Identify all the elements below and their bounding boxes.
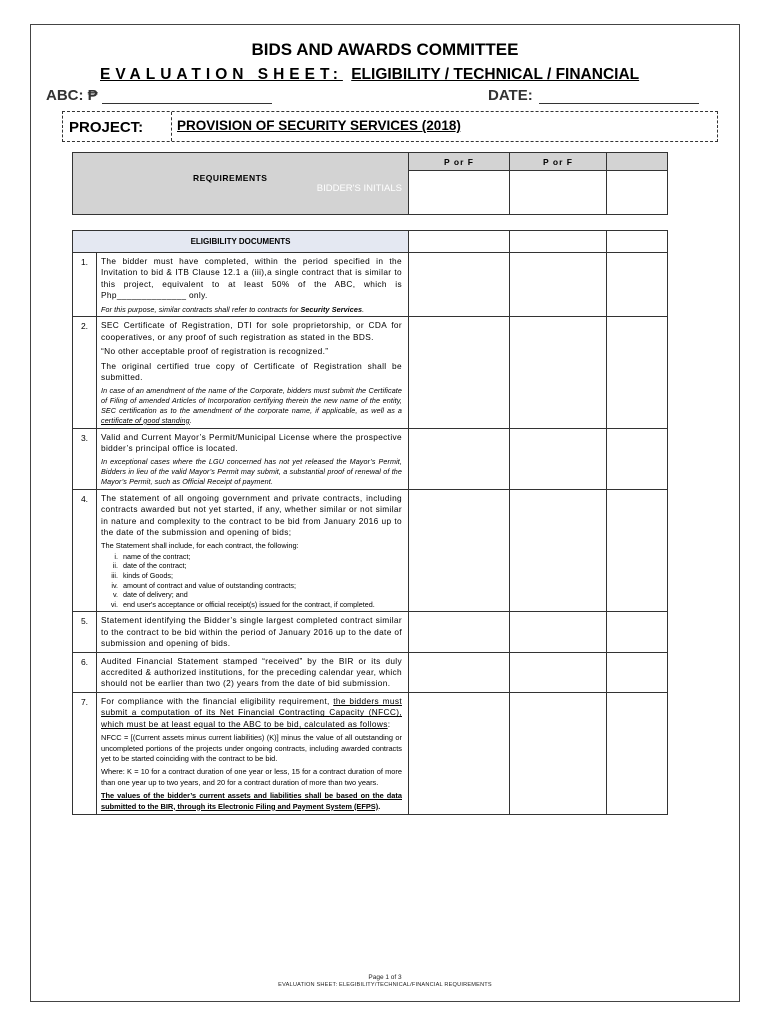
item-1-text: The bidder must have completed, within the period specified in the Invitation to bid & ITB Clause 12.1 a (iii),a single contract that is similar to this project, equivalent to at least 50% of the ABC, which is Php______________ only. (101, 256, 402, 301)
subtitle-evaluation-sheet: EVALUATION SHEET: (100, 66, 343, 83)
list-item: iv. amount of contract and value of outstanding contracts; (111, 580, 297, 590)
list-item: iii. kinds of Goods; (111, 571, 173, 581)
pf-cell[interactable] (510, 692, 607, 814)
pf-cell[interactable] (510, 428, 607, 489)
eligibility-table (72, 230, 668, 815)
list-item: v. date of delivery; and (112, 590, 188, 600)
item-2-text: SEC Certificate of Registration, DTI for sole proprietorship, or CDA for cooperatives, or any proof of such registration as stated in the BDS. (101, 320, 402, 342)
pf-cell[interactable] (607, 692, 668, 814)
table-row (73, 612, 668, 652)
table-row (73, 253, 668, 317)
document-subtitle (100, 66, 639, 84)
item-5-text: Statement identifying the Bidder’s single largest completed contract similar to the contract to be bid within the period of January 2016 up to the date of submission and opening of bids. (101, 615, 402, 649)
subtitle-categories: ELIGIBILITY / TECHNICAL / FINANCIAL (351, 66, 640, 83)
item-number: 2. (73, 317, 97, 428)
item-4-list (101, 552, 402, 610)
pf-cell[interactable] (409, 489, 510, 612)
pf-cell[interactable] (409, 317, 510, 428)
pf-cell[interactable] (607, 231, 668, 253)
item-7-text: For compliance with the financial eligibility requirement, the bidders must submit a computation of its Net Financial Contracting Capacity (NFCC), which must be at least equal to the ABC to be bid, calculated as follows: (101, 695, 402, 729)
requirements-header (73, 153, 409, 215)
item-1-note: For this purpose, similar contracts shall refer to contracts for Security Services. (101, 304, 365, 314)
pf-header-2: P or F (510, 153, 607, 171)
pf-cell[interactable] (510, 652, 607, 692)
item-7-where: Where: K = 10 for a contract duration of one year or less, 15 for a contract duration of more than one year up to two years, and 20 for a contract duration of more than two years. (101, 767, 402, 787)
item-4-intro: The Statement shall include, for each contract, the following: (101, 541, 299, 551)
project-value: PROVISION OF SECURITY SERVICES (2018) (177, 118, 461, 133)
list-item: ii. date of the contract; (112, 561, 187, 571)
item-number: 7. (73, 692, 97, 814)
table-row (73, 428, 668, 489)
document-title: BIDS AND AWARDS COMMITTEE (251, 40, 519, 59)
date-field (488, 87, 699, 104)
project-label: PROJECT: (69, 119, 144, 136)
bidder-initials-cell-3[interactable] (607, 171, 668, 215)
item-3-text: Valid and Current Mayor’s Permit/Municipal License where the prospective bidder’s principal office is located. (101, 431, 402, 454)
item-7-final: The values of the bidder’s current assets and liabilities shall be based on the data submitted to the BIR, through its Electronic Filing and Payment System (EFPS). (101, 791, 402, 811)
pf-cell[interactable] (607, 428, 668, 489)
pf-cell[interactable] (607, 612, 668, 652)
project-box (62, 111, 718, 142)
item-text (97, 317, 409, 428)
item-number: 5. (73, 612, 97, 652)
pf-cell[interactable] (409, 612, 510, 652)
pf-cell[interactable] (607, 652, 668, 692)
pf-cell[interactable] (409, 428, 510, 489)
pf-cell[interactable] (607, 317, 668, 428)
pf-cell[interactable] (510, 317, 607, 428)
bidders-initials-label: BIDDER'S INITIALS (316, 183, 402, 194)
project-divider (171, 112, 172, 141)
pf-cell[interactable] (510, 489, 607, 612)
list-item: vi. end user's acceptance or official receipt(s) issued for the contract, if completed. (110, 599, 375, 609)
item-4-text: The statement of all ongoing government and private contracts, including contracts awarded but not yet started, if any, whether similar or not similar in nature and complexity to the contract to be bid from January 2016 up to the date of the submission and opening of bids; (101, 492, 402, 538)
date-blank[interactable] (539, 90, 699, 104)
abc-blank[interactable] (102, 90, 272, 104)
date-label: DATE: (488, 87, 533, 104)
pf-cell[interactable] (409, 652, 510, 692)
table-row (73, 489, 668, 612)
section-header-row (73, 231, 668, 253)
item-number: 6. (73, 652, 97, 692)
item-text (97, 652, 409, 692)
pf-cell[interactable] (409, 692, 510, 814)
abc-field (46, 87, 272, 104)
item-text (97, 692, 409, 814)
table-row (73, 692, 668, 814)
page-number: Page 1 of 3 (368, 974, 402, 981)
item-2-text2: The original certified true copy of Certificate of Registration shall be submitted. (101, 360, 402, 383)
table-row (73, 652, 668, 692)
abc-label: ABC: ₱ (46, 87, 98, 104)
requirements-label: REQUIREMENTS (193, 173, 268, 183)
pf-cell[interactable] (409, 253, 510, 317)
pf-cell[interactable] (510, 231, 607, 253)
footer-doc-title: EVALUATION SHEET: ELEGIBILITY/TECHNICAL/FINANCIAL REQUIREMENTS (278, 982, 492, 988)
item-6-text: Audited Financial Statement stamped “received” by the BIR or its duly accredited & authorized institutions, for the preceding calendar year, which should not be earlier than two (2) years from the date of bid submission. (101, 655, 402, 689)
item-text (97, 428, 409, 489)
extra-header (607, 153, 668, 171)
item-2-quote: “No other acceptable proof of registration is recognized.” (101, 346, 329, 357)
item-2-note: In case of an amendment of the name of the Corporate, bidders must submit the Certificate of Filing of amended Articles of Incorporation certifying therein the new name of the entity, SEC certification as to the amendment of the corporate name, if applicable, as well as a certificate of good standing. (101, 386, 402, 425)
item-number: 1. (73, 253, 97, 317)
item-text (97, 612, 409, 652)
pf-cell[interactable] (607, 253, 668, 317)
pf-cell[interactable] (510, 253, 607, 317)
table-row (73, 317, 668, 428)
pf-cell[interactable] (607, 489, 668, 612)
eligibility-documents-header: ELIGIBILITY DOCUMENTS (73, 231, 409, 253)
pf-header-1: P or F (409, 153, 510, 171)
pf-cell[interactable] (409, 231, 510, 253)
item-number: 3. (73, 428, 97, 489)
bidder-initials-cell-1[interactable] (409, 171, 510, 215)
item-3-note: In exceptional cases where the LGU concerned has not yet released the Mayor’s Permit, Bidders in lieu of the valid Mayor’s Permit may submit, a substantial proof of renewal of the Mayor’s Permit, such as Official Receipt of payment. (101, 457, 402, 487)
list-item: i. name of the contract; (114, 551, 191, 561)
item-text (97, 253, 409, 317)
pf-cell[interactable] (510, 612, 607, 652)
item-text (97, 489, 409, 612)
header-table (72, 152, 668, 215)
bidder-initials-cell-2[interactable] (510, 171, 607, 215)
item-7-nfcc: NFCC = [(Current assets minus current liabilities) (K)] minus the value of all outstanding or uncompleted portions of the projects under ongoing contracts, including awarded contracts yet to be started coinciding with the contract to be bid. (101, 733, 402, 763)
item-number: 4. (73, 489, 97, 612)
